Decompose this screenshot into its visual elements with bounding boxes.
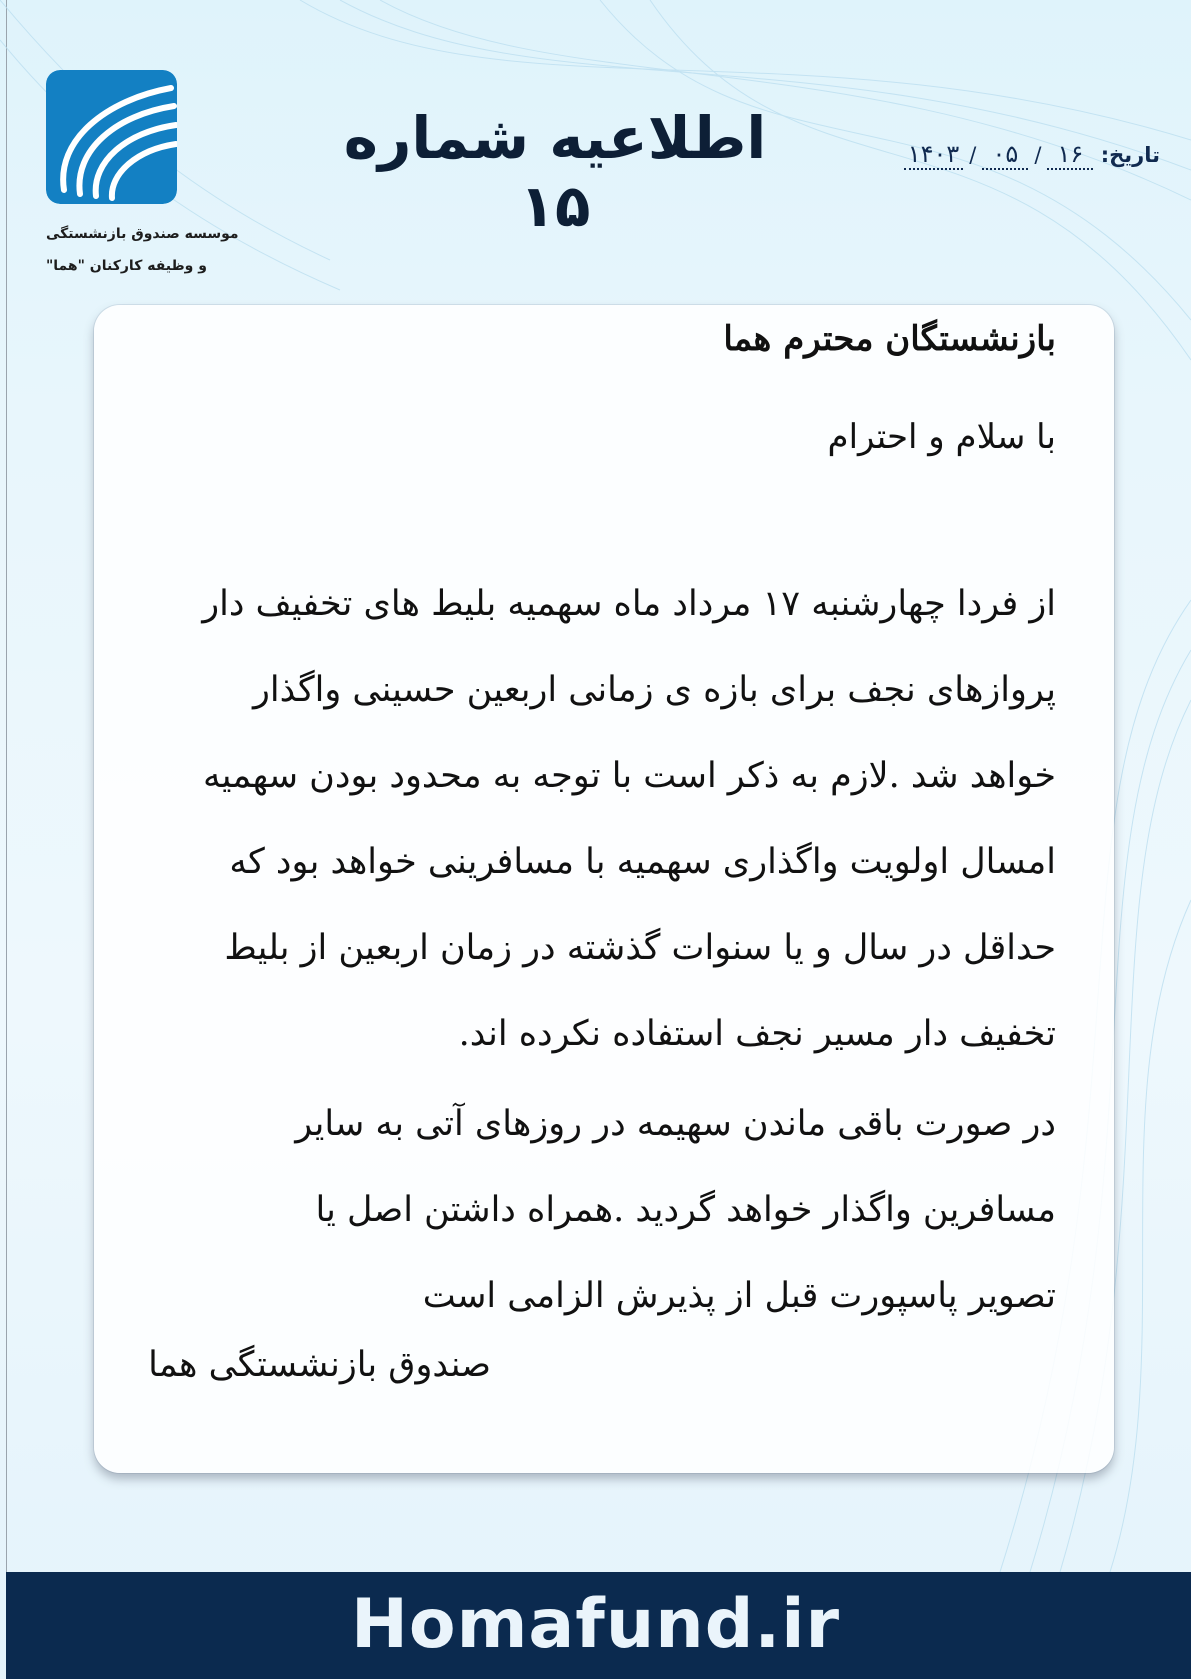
letter-recipient: بازنشستگان محترم هما [723,319,1056,359]
date-separator: / [969,143,977,167]
organization-name [46,218,256,282]
date-month: ۰۵ [982,140,1028,170]
paragraph-line: امسال اولویت واگذاری سهمیه با مسافرینی خواهد بود که [229,842,1056,882]
announcement-card [94,305,1114,1473]
paragraph-line: پروازهای نجف برای بازه ی زمانی اربعین حسینی واگذار [252,670,1056,710]
letter-paragraph-1 [202,561,1056,1077]
organization-name-line1: موسسه صندوق بازنشستگی [46,226,239,242]
paragraph-line: تصویر پاسپورت قبل از پذیرش الزامی است [422,1276,1056,1316]
paragraph-line: در صورت باقی ماندن سهیمه در روزهای آتی به سایر [295,1104,1056,1144]
letter-paragraph-2 [295,1081,1056,1339]
paragraph-line: خواهد شد .لازم به ذکر است با توجه به محدود بودن سهمیه [203,756,1056,796]
letter-signature: صندوق بازنشستگی هما [148,1345,491,1385]
paragraph-line: حداقل در سال و یا سنوات گذشته در زمان اربعین از بلیط [224,928,1056,968]
date-label: تاریخ: [1100,143,1160,167]
paragraph-line: از فردا چهارشنبه ۱۷ مرداد ماه سهمیه بلیط های تخفیف دار [202,584,1056,624]
letter-salutation: با سلام و احترام [827,417,1056,457]
paragraph-line: مسافرین واگذار خواهد گردید .همراه داشتن اصل یا [315,1190,1056,1230]
organization-name-line2: و وظیفه کارکنان "هما" [46,258,207,274]
date-day: ۱۶ [1047,140,1093,170]
website-link[interactable]: Homafund.ir [350,1585,841,1664]
paragraph-line: تخفیف دار مسیر نجف استفاده نکرده اند. [458,1014,1056,1054]
announcement-date [860,140,1160,170]
date-year: ۱۴۰۳ [904,140,964,170]
date-separator: / [1034,143,1042,167]
homa-fund-logo-icon [46,70,177,204]
page-title: اطلاعیه شماره ۱۵ [343,104,767,240]
page-left-rule [6,0,7,1572]
